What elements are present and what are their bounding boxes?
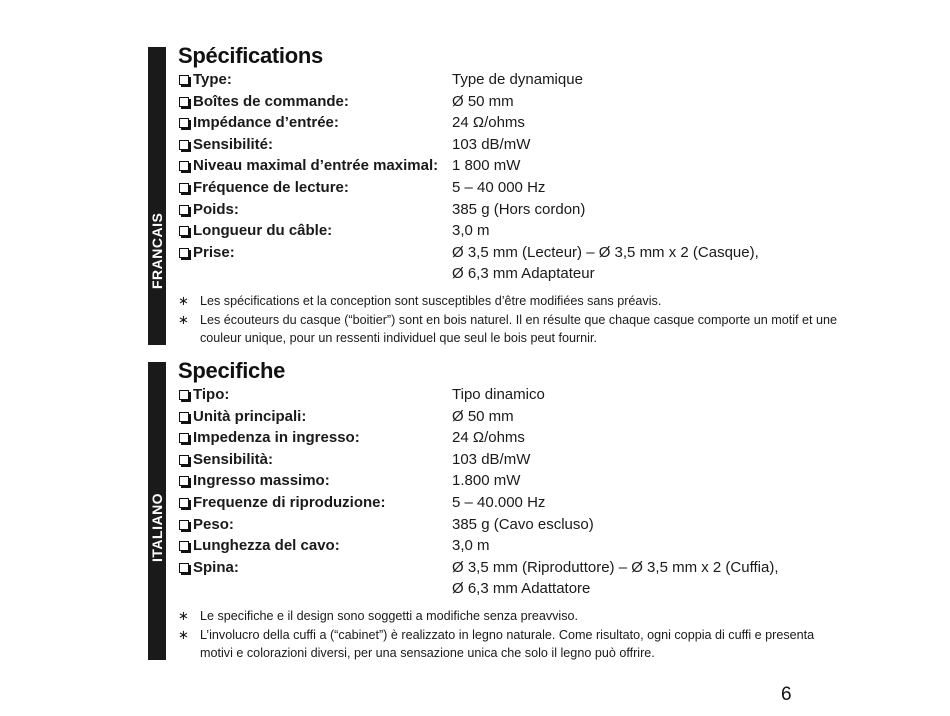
spec-row — [178, 384, 838, 406]
spec-value: 24 Ω/ohms — [452, 114, 525, 132]
spec-label — [178, 199, 239, 221]
spec-value: Tipo dinamico — [452, 386, 545, 403]
asterisk-icon: ∗ — [178, 311, 189, 327]
note-text: Les spécifications et la conception sont susceptibles d’être modifiées sans préavis. — [200, 294, 662, 308]
spec-row — [178, 91, 838, 113]
spec-value: Ø 3,5 mm (Riproduttore) – Ø 3,5 mm x 2 (Cuffia), — [452, 558, 779, 576]
checkbox-icon — [179, 455, 189, 465]
section-title: Spécifications — [178, 43, 323, 68]
notes — [178, 607, 838, 663]
checkbox-icon — [179, 183, 189, 193]
spec-value: 5 – 40 000 Hz — [452, 178, 546, 196]
spec-row — [178, 449, 838, 471]
spec-label — [178, 69, 232, 91]
spec-label — [178, 220, 332, 242]
note-text: Le specifiche e il design sono soggetti a modifiche senza preavviso. — [200, 609, 579, 623]
spec-row — [178, 427, 838, 449]
spec-label — [178, 514, 234, 536]
spec-label-text: Longueur du câble: — [193, 222, 333, 240]
spec-label — [178, 427, 360, 449]
spec-label-text: Prise: — [193, 243, 235, 261]
spec-row-continuation — [178, 263, 838, 285]
spec-row — [178, 134, 838, 156]
checkbox-icon — [179, 390, 189, 400]
asterisk-icon: ∗ — [178, 608, 189, 623]
checkbox-icon — [179, 118, 189, 128]
spec-label — [178, 535, 340, 557]
spec-value: Ø 6,3 mm Adattatore — [452, 580, 591, 598]
spec-label-text: Spina: — [193, 558, 239, 576]
spec-label — [178, 492, 386, 514]
spec-value: Ø 6,3 mm Adaptateur — [452, 265, 595, 283]
checkbox-icon — [179, 97, 189, 107]
spec-section-francais — [148, 43, 848, 345]
note-text: L’involucro della cuffi a (“cabinet”) è realizzato in legno naturale. Come risultato, ogni coppia di cuffi e presenta motivi e colorazioni diversi, per una sensazione unica che solo il legno può offrire. — [200, 627, 815, 660]
checkbox-icon — [179, 205, 189, 215]
spec-label-text: Sensibilité: — [193, 135, 274, 153]
spec-section-italiano — [148, 358, 848, 660]
spec-value: 24 Ω/ohms — [452, 429, 525, 447]
spec-value: Ø 50 mm — [452, 92, 514, 110]
checkbox-icon — [179, 140, 189, 150]
spec-value: 3,0 m — [452, 222, 490, 240]
spec-label-text: Type: — [193, 71, 232, 88]
spec-value: Type de dynamique — [452, 71, 583, 88]
asterisk-icon: ∗ — [178, 293, 189, 308]
spec-label — [178, 134, 273, 156]
spec-value: 1.800 mW — [452, 472, 521, 490]
spec-row — [178, 557, 838, 579]
spec-label — [178, 557, 239, 579]
spec-label-text: Impédance d’entrée: — [193, 114, 339, 132]
checkbox-icon — [179, 498, 189, 508]
notes — [178, 292, 838, 348]
spec-label-text: Frequenze di riproduzione: — [193, 493, 386, 511]
spec-row — [178, 112, 838, 134]
spec-row-continuation — [178, 578, 838, 600]
spec-row — [178, 406, 838, 428]
checkbox-icon — [179, 433, 189, 443]
spec-label-text: Sensibilità: — [193, 450, 274, 468]
checkbox-icon — [179, 541, 189, 551]
spec-row — [178, 535, 838, 557]
note-item — [178, 607, 838, 626]
spec-row — [178, 220, 838, 242]
asterisk-icon: ∗ — [178, 626, 189, 642]
checkbox-icon — [179, 563, 189, 573]
spec-label-text: Fréquence de lecture: — [193, 178, 349, 196]
checkbox-icon — [179, 476, 189, 486]
spec-row — [178, 69, 838, 91]
spec-value: 1 800 mW — [452, 157, 521, 175]
spec-label — [178, 112, 339, 134]
spec-value: Ø 3,5 mm (Lecteur) – Ø 3,5 mm x 2 (Casque), — [452, 243, 759, 261]
spec-row — [178, 242, 838, 264]
spec-label — [178, 406, 306, 428]
spec-label — [178, 470, 330, 492]
spec-value: 3,0 m — [452, 537, 490, 555]
spec-label-text: Unità principali: — [193, 407, 307, 425]
spec-row — [178, 492, 838, 514]
spec-label-text: Ingresso massimo: — [193, 472, 330, 490]
spec-label — [178, 384, 229, 406]
language-label: ITALIANO — [149, 492, 165, 562]
checkbox-icon — [179, 248, 189, 258]
spec-value: Ø 50 mm — [452, 407, 514, 425]
checkbox-icon — [179, 75, 189, 85]
checkbox-icon — [179, 226, 189, 236]
spec-row — [178, 514, 838, 536]
spec-value: 385 g (Hors cordon) — [452, 200, 586, 218]
spec-list — [178, 384, 838, 600]
spec-list — [178, 69, 838, 285]
note-item — [178, 626, 838, 663]
spec-label-text: Lunghezza del cavo: — [193, 537, 340, 555]
spec-row — [178, 177, 838, 199]
spec-row — [178, 199, 838, 221]
spec-label — [178, 242, 235, 264]
spec-label-text: Poids: — [193, 200, 239, 218]
spec-value: 5 – 40.000 Hz — [452, 493, 546, 511]
note-text: Les écouteurs du casque (“boitier”) sont en bois naturel. Il en résulte que chaque casque comporte un motif et une couleur unique, pour un ressenti individuel que seul le bois peut fournir. — [200, 312, 838, 345]
note-item — [178, 311, 838, 348]
spec-value: 385 g (Cavo escluso) — [452, 515, 594, 533]
spec-label — [178, 177, 349, 199]
spec-value: 103 dB/mW — [452, 450, 531, 468]
spec-value: 103 dB/mW — [452, 135, 531, 153]
spec-label — [178, 155, 438, 177]
spec-label — [178, 449, 273, 471]
spec-label-text: Impedenza in ingresso: — [193, 429, 360, 447]
checkbox-icon — [179, 520, 189, 530]
spec-label-text: Peso: — [193, 515, 234, 533]
spec-label-text: Niveau maximal d’entrée maximal: — [193, 157, 439, 175]
spec-label-text: Boîtes de commande: — [193, 92, 349, 110]
checkbox-icon — [179, 161, 189, 171]
section-title: Specifiche — [178, 358, 286, 383]
checkbox-icon — [179, 412, 189, 422]
page-number: 6 — [781, 684, 792, 705]
language-tab — [148, 47, 166, 345]
note-item — [178, 292, 838, 311]
spec-row — [178, 155, 838, 177]
spec-label-text: Tipo: — [193, 386, 230, 403]
language-label: FRANCAIS — [149, 212, 165, 289]
spec-row — [178, 470, 838, 492]
spec-label — [178, 91, 349, 113]
